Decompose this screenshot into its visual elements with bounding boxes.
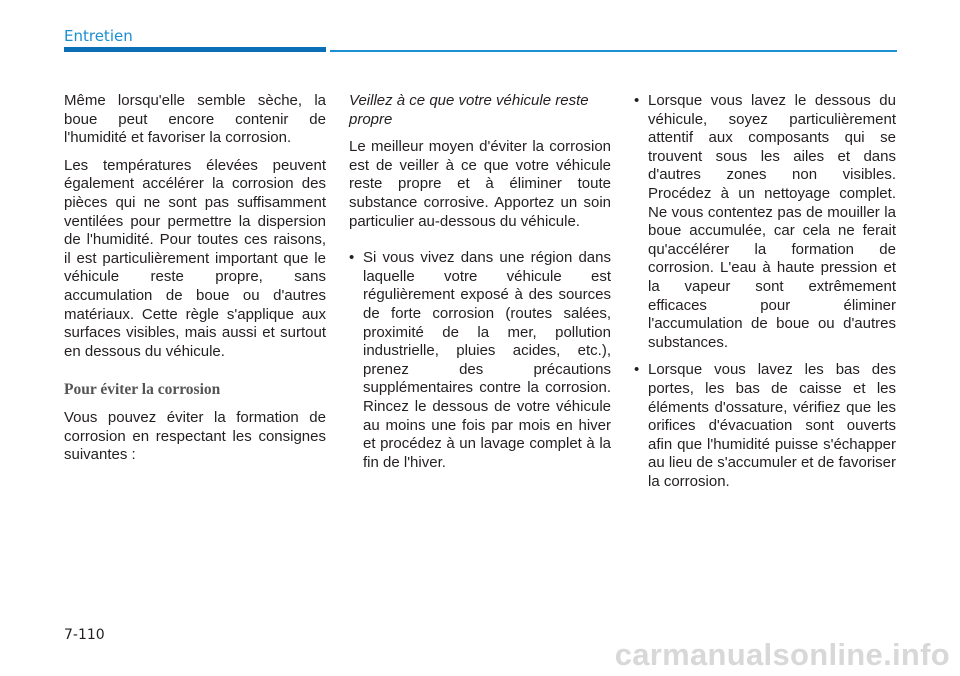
italic-heading: Veillez à ce que votre véhicule reste propre bbox=[349, 92, 589, 128]
column-1 bbox=[64, 92, 326, 474]
watermark: carmanualsonline.info bbox=[614, 637, 950, 672]
paragraph: Même lorsqu'elle semble sèche, la boue peut encore contenir de l'humidité et favoriser la corrosion. bbox=[64, 92, 326, 147]
page-number: 7-110 bbox=[64, 627, 105, 643]
list-item-text: Lorsque vous lavez le dessous du véhicule, soyez particulièrement attentif aux composants qui se trouvent sous les ailes et dans d'autres zones non visibles. Procédez à un nettoyage complet. Ne vous contentez pas de mouiller la boue accumulée, car cela ne ferait qu'accélérer la formation de corrosion. L'eau à haute pression et la vapeur sont extrêmement efficaces pour éliminer l'accumulation de boue ou d'autres substances. bbox=[648, 92, 896, 351]
paragraph: Les températures élevées peuvent également accélérer la corrosion des pièces qui ne sont pas suffisamment ventilées pour permettre la dispersion de l'humidité. Pour toutes ces raisons, il est particulièrement important que le véhicule reste propre, sans accumulation de boue ou d'autres matériaux. Cette règle s'applique aux surfaces visibles, mais aussi et surtout en dessous du véhicule. bbox=[64, 156, 326, 360]
bullet-icon: • bbox=[634, 92, 640, 109]
list-item-text: Si vous vivez dans une région dans laquelle votre véhicule est régulièrement exposé à des sources de forte corrosion (routes salées, proximité de la mer, pollution industrielle, pluies acides, etc.), prenez des précautions supplémentaires contre la corrosion. Rincez le dessous de votre véhicule au moins une fois par mois en hiver et procédez à un lavage complet à la fin de l'hiver. bbox=[363, 249, 611, 471]
column-3 bbox=[634, 92, 896, 500]
list-item bbox=[634, 92, 896, 352]
paragraph: Vous pouvez éviter la formation de corrosion en respectant les consignes suivantes : bbox=[64, 408, 326, 464]
list-item bbox=[634, 361, 896, 491]
bullet-icon: • bbox=[349, 249, 355, 267]
header-rule-thin bbox=[330, 50, 897, 52]
subheading: Pour éviter la corrosion bbox=[64, 381, 221, 399]
bullet-list bbox=[349, 249, 611, 472]
list-item-text: Lorsque vous lavez les bas des portes, les bas de caisse et les éléments d'ossature, vérifiez que les orifices d'évacuation sont ouverts afin que l'humidité puisse s'échapper au lieu de s'accumuler et de favoriser la corrosion. bbox=[648, 361, 896, 490]
header-rule-thick bbox=[64, 47, 326, 52]
bullet-list bbox=[634, 92, 896, 491]
column-2 bbox=[349, 92, 611, 481]
section-title: Entretien bbox=[64, 27, 133, 45]
list-item bbox=[349, 249, 611, 472]
bullet-icon: • bbox=[634, 361, 640, 379]
paragraph: Le meilleur moyen d'éviter la corrosion est de veiller à ce que votre véhicule reste propre et à éliminer toute substance corrosive. Apportez un soin particulier au-dessous du véhicule. bbox=[349, 138, 611, 230]
